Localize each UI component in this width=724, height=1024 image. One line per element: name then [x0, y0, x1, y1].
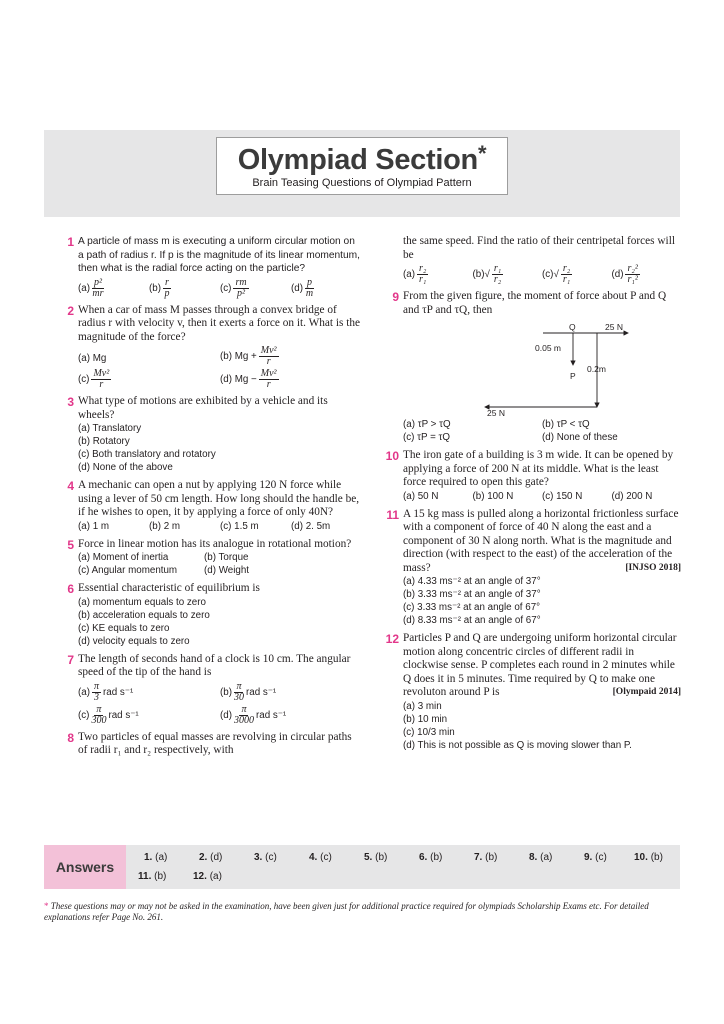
question-number: 9: [392, 290, 399, 304]
option-c: (c) 10/3 min: [403, 726, 455, 738]
force-diagram: [473, 321, 673, 416]
option-c: (c) KE equals to zero: [78, 622, 170, 634]
footnote-text: These questions may or may not be asked in the examination, have been given just for additional practice required for olympiads Scholarship Exams etc. For detailed explanations refer Page No. 261.: [44, 901, 649, 922]
question-7: [62, 653, 362, 726]
options: [403, 575, 681, 627]
question-8: [62, 731, 362, 758]
options: [403, 490, 681, 503]
question-text: A particle of mass m is executing a uniform circular motion on a path of radius r. If p is the magnitude of its linear momentum, then what is the radial force acting on the particle?: [78, 236, 360, 274]
option-a: (a) Mg: [78, 353, 107, 364]
question-text: A 15 kg mass is pulled along a horizontal frictionless surface with a component of force of 40 N along the east and a component of 30 N along north. What is the magnitude and direction (with respect to the east) of the acceleration of the mass? [INJSO 2018]: [403, 507, 681, 574]
question-number: 3: [67, 395, 74, 409]
options: [403, 700, 681, 752]
options: [78, 422, 362, 474]
options: [78, 520, 362, 533]
question-text: A mechanic can open a nut by applying 120 N force while using a lever of 50 cm length. How long should the handle be, if he wishes to open, it by applying a force of only 40N?: [78, 479, 360, 518]
question-text: When a car of mass M passes through a convex bridge of radius r with velocity v, then it exerts a force on it. What is the magnitude of the force?: [78, 303, 361, 343]
question-number: 12: [385, 632, 399, 646]
option-b: (b) 3.33 ms⁻² at an angle of 37°: [403, 589, 541, 600]
options: [78, 346, 362, 390]
question-8-continued: [387, 235, 681, 285]
option-a: (a) 50 N: [403, 490, 439, 502]
option-a: (a) 3 min: [403, 700, 442, 712]
question-number: 2: [67, 303, 74, 318]
option-d: (d) 8.33 ms⁻² at an angle of 67°: [403, 615, 541, 626]
option-d: (d) $\frac{\pi}{3000}$ rad s⁻¹: [220, 703, 287, 726]
option-b: (b) $\frac{r}{p}$: [149, 276, 170, 299]
force-diagram-svg: [473, 321, 673, 416]
answers-label: Answers: [44, 845, 126, 889]
option-d: (d) This is not possible as Q is moving slower than P.: [403, 739, 632, 751]
page-title: Olympiad Section*: [237, 141, 487, 176]
option-b: (b) acceleration equals to zero: [78, 609, 210, 621]
option-a: (a) 4.33 ms⁻² at an angle of 37°: [403, 576, 541, 587]
option-d: (d) 2. 5m: [291, 520, 331, 532]
answer-3: 3. (c): [254, 852, 277, 863]
options: [78, 551, 362, 577]
option-c: (c) 1.5 m: [220, 520, 259, 532]
answer-9: 9. (c): [584, 852, 607, 863]
answer-10: 10. (b): [634, 852, 663, 863]
answer-12: 12. (a): [193, 871, 222, 882]
question-1: [62, 235, 362, 299]
left-column: [62, 235, 362, 763]
option-d: (d) velocity equals to zero: [78, 635, 190, 647]
footnote-mark: *: [44, 901, 49, 911]
question-10: [387, 449, 681, 503]
question-text: Force in linear motion has its analogue in rotational motion?: [78, 537, 352, 550]
question-number: 5: [67, 537, 74, 552]
options: [403, 418, 681, 444]
option-d: (d) None of the above: [78, 462, 173, 473]
option-d: (d) None of these: [542, 432, 618, 443]
question-text: From the given figure, the moment of force about P and Q and τP and τQ, then: [403, 290, 667, 316]
question-text: the same speed. Find the ratio of their centripetal forces will be: [403, 235, 675, 261]
question-number: 11: [386, 507, 399, 522]
option-c: (c) Angular momentum: [78, 565, 178, 576]
option-b: (b) 2 m: [149, 520, 181, 532]
source-tag: [INJSO 2018]: [625, 562, 681, 573]
option-b: (b) 100 N: [472, 490, 514, 502]
option-a: (a) $\frac{\pi}{3}$ rad s⁻¹: [78, 680, 134, 703]
option-a: (a) Moment of inertia: [78, 552, 169, 563]
option-c: (c) Both translatory and rotatory: [78, 449, 216, 460]
option-c: (c)√ $\frac{\text{r₂}}{\text{r₁}}$: [542, 263, 571, 285]
question-number: 6: [67, 582, 74, 596]
option-b: (b) Rotatory: [78, 436, 130, 447]
title-box: [216, 137, 508, 195]
option-d: (d) $\frac{\text{r₂²}}{\text{r₁²}}$: [611, 263, 638, 285]
question-5: [62, 538, 362, 578]
right-column: [387, 235, 681, 757]
label-25n-bottom: 25 N: [487, 408, 505, 416]
option-a: (a) $\frac{\text{r₂}}{\text{r₁}}$: [403, 263, 427, 285]
answer-11: 11. (b): [138, 871, 167, 882]
answer-8: 8. (a): [529, 852, 553, 863]
option-c: (c) τP = τQ: [403, 432, 451, 443]
option-b: (b) 10 min: [403, 713, 448, 725]
option-c: (c) $\frac{\pi}{300}$ rad s⁻¹: [78, 703, 139, 726]
option-b: (b) $\frac{\pi}{30}$ rad s⁻¹: [220, 680, 277, 703]
question-4: [62, 479, 362, 533]
option-a: (a) Translatory: [78, 423, 142, 434]
question-number: 7: [67, 652, 74, 667]
question-text: Two particles of equal masses are revolving in circular paths of radii r₁ and r₂ respectively, with: [78, 730, 352, 756]
answer-2: 2. (d): [199, 852, 223, 863]
option-c: (c) 150 N: [542, 490, 583, 502]
option-b: (b)√ $\frac{\text{r₁}}{\text{r₂}}$: [472, 263, 502, 285]
answer-7: 7. (b): [474, 852, 498, 863]
question-text: Particles P and Q are undergoing uniform horizontal circular motion along concentric circles of different radii in clockwise sense. P completes each round in 2 minutes while Q does it in 5 minutes. Time required by Q to make one revoluton around P is [Olympaid 2014]: [403, 632, 681, 698]
option-d: (d) Weight: [204, 565, 250, 576]
options: [78, 682, 362, 726]
source-tag: [Olympaid 2014]: [612, 687, 681, 697]
option-d: (d) Mg − $\frac{\text{Mv²}}{r}$: [220, 368, 277, 390]
question-text: The iron gate of a building is 3 m wide. It can be opened by applying a force of 200 N at its middle. What is the least force required to open this gate?: [403, 449, 674, 488]
question-2: [62, 304, 362, 391]
option-b: (b) τP < τQ: [542, 419, 590, 430]
label-25n-top: 25 N: [605, 322, 623, 332]
answer-4: 4. (c): [309, 852, 332, 863]
label-p: P: [570, 371, 576, 381]
title-asterisk: *: [477, 141, 487, 166]
option-c: (c) $\frac{\text{Mv²}}{r}$: [78, 368, 110, 390]
label-q: Q: [569, 322, 576, 332]
option-b: (b) Mg + $\frac{\text{Mv²}}{r}$: [220, 345, 277, 367]
question-text: Essential characteristic of equilibrium is: [78, 582, 260, 594]
option-c: (c) 3.33 ms⁻² at an angle of 67°: [403, 602, 541, 613]
question-text: What type of motions are exhibited by a vehicle and its wheels?: [78, 395, 328, 421]
label-02m: 0.2m: [587, 364, 606, 374]
options: [78, 596, 362, 648]
footnote: [44, 901, 680, 923]
page-subtitle: Brain Teasing Questions of Olympiad Pattern: [252, 177, 472, 189]
answer-5: 5. (b): [364, 852, 388, 863]
question-9: [387, 290, 681, 444]
question-number: 10: [385, 449, 399, 463]
option-d: (d) 200 N: [611, 490, 653, 502]
option-b: (b) Torque: [204, 552, 249, 563]
question-number: 1: [67, 235, 74, 249]
option-a: (a) $\frac{\text{p²}}{mr}$: [78, 276, 104, 299]
option-d: (d) $\frac{p}{m}$: [291, 276, 314, 299]
option-a: (a) 1 m: [78, 520, 110, 532]
label-005m: 0.05 m: [535, 343, 561, 353]
question-text: The length of seconds hand of a clock is 10 cm. The angular speed of the tip of the hand is: [78, 652, 351, 678]
answer-6: 6. (b): [419, 852, 443, 863]
question-12: [387, 632, 681, 752]
option-c: (c) $\frac{rm}{\text{p²}}$: [220, 276, 247, 299]
question-3: [62, 395, 362, 474]
question-number: 8: [67, 730, 74, 745]
question-11: [387, 508, 681, 628]
options: [78, 278, 362, 299]
option-a: (a) τP > τQ: [403, 419, 451, 430]
answer-1: 1. (a): [144, 852, 168, 863]
options: [403, 264, 681, 285]
question-6: [62, 582, 362, 648]
option-a: (a) momentum equals to zero: [78, 596, 206, 608]
question-number: 4: [67, 479, 74, 493]
